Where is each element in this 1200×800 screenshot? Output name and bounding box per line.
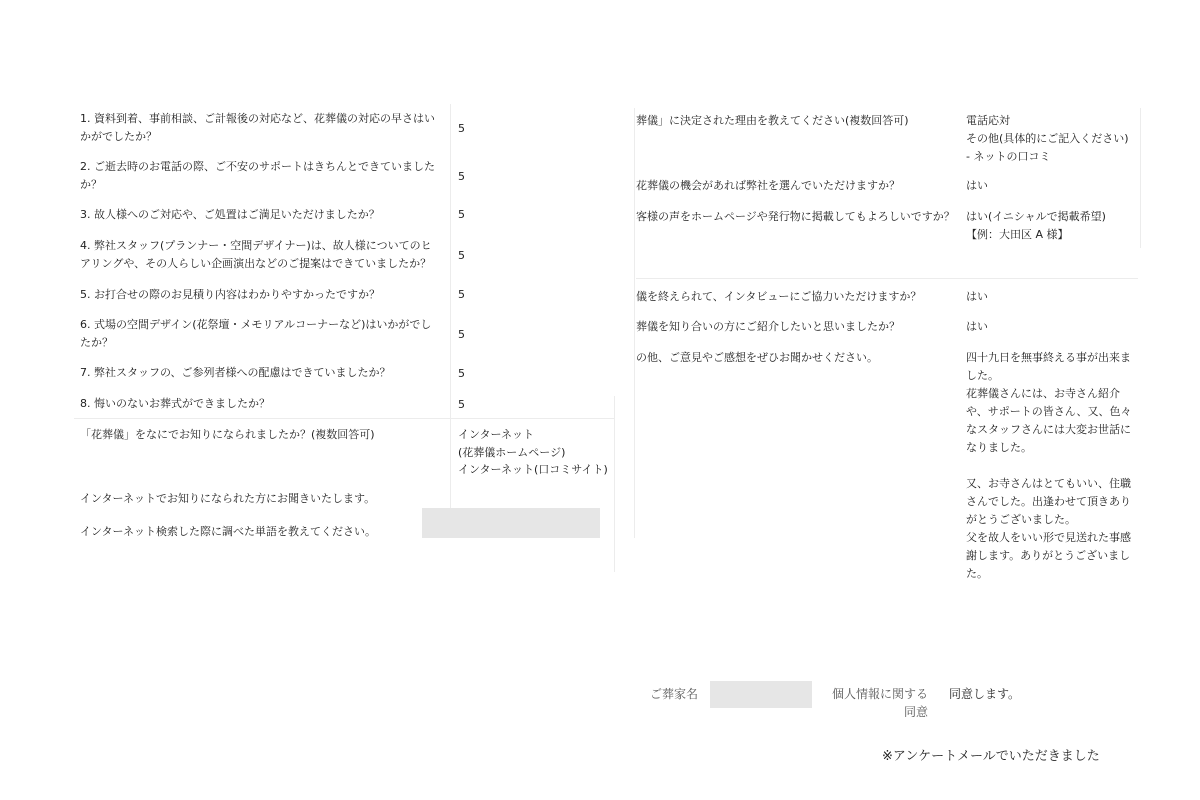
refer-answer: はい: [966, 320, 988, 333]
source-answer-homepage: インターネット (花葬儀ホームページ): [458, 428, 566, 459]
choose-again-question: 花葬儀の機会があれば弊社を選んでいただけますか？: [636, 179, 900, 192]
row-divider: [636, 278, 1138, 279]
answer-4: 5: [458, 249, 465, 262]
question-7: 7. 弊社スタッフの、ご参列者様への配慮はできていましたか？: [80, 366, 391, 379]
column-divider: [1140, 108, 1141, 248]
search-question: インターネット検索した際に調べた単語を教えてください。: [80, 525, 377, 538]
column-divider: [634, 108, 635, 538]
question-6: 6. 式場の空間デザイン(花祭壇・メモリアルコーナーなど)はいかがでしたか？: [80, 318, 432, 349]
publish-answer: はい(イニシャルで掲載希望) 【例：大田区 A 様】: [966, 210, 1106, 241]
family-name-redacted: [710, 681, 812, 708]
publish-question: 客様の声をホームページや発行物に掲載してもよろしいですか？: [636, 210, 955, 223]
opinion-answer: 四十九日を無事終える事が出来ました。 花葬儀さんには、お寺さん紹介や、サポートの皆さん、又、色々なスタッフさんには大変お世話になりました。 又、お寺さんはとてもいい、住職さんでした。出逢わせて頂きありがとうございました。 父を故人をいい形で見送れた事感謝します。ありがとうございました。: [966, 351, 1132, 580]
reason-answer: 電話応対 その他(具体的にご記入ください) - ネットの口コミ: [966, 114, 1129, 163]
question-5: 5. お打合せの際のお見積り内容はわかりやすかったですか？: [80, 288, 380, 301]
question-8: 8. 悔いのないお葬式ができましたか？: [80, 397, 270, 410]
answer-2: 5: [458, 170, 465, 183]
opinion-question: の他、ご意見やご感想をぜひお聞かせください。: [636, 351, 878, 364]
column-divider: [614, 396, 615, 572]
answer-1: 5: [458, 122, 465, 135]
answer-3: 5: [458, 208, 465, 221]
privacy-label: 個人情報に関する 同意: [831, 687, 928, 719]
source-question: 「花葬儀」をなにでお知りになられましたか？(複数回答可): [80, 428, 375, 441]
internet-note: インターネットでお知りになられた方にお聞きいたします。: [80, 492, 376, 505]
question-4: 4. 弊社スタッフ(プランナー・空間デザイナー)は、故人様についてのヒアリングや、その人らしい企画演出などのご提案はできていましたか？: [80, 239, 432, 270]
answer-8: 5: [458, 398, 465, 411]
reason-question: 葬儀」に決定された理由を教えてください(複数回答可): [636, 114, 909, 127]
interview-question: 儀を終えられて、インタビューにご協力いただけますか？: [636, 290, 922, 303]
choose-again-answer: はい: [966, 179, 988, 192]
privacy-value: 同意します。: [949, 687, 1021, 701]
source-answer-review-site: インターネット(口コミサイト): [458, 463, 608, 476]
family-name-label: ご葬家名: [650, 687, 699, 701]
column-divider: [450, 104, 451, 534]
source-note: ※アンケートメールでいただきました: [882, 749, 1100, 764]
answer-6: 5: [458, 328, 465, 341]
row-divider: [74, 418, 614, 419]
answer-5: 5: [458, 288, 465, 301]
search-answer-redacted: [422, 508, 600, 538]
refer-question: 葬儀を知り合いの方にご紹介したいと思いましたか？: [636, 320, 900, 333]
answer-7: 5: [458, 367, 465, 380]
question-1: 1. 資料到着、事前相談、ご計報後の対応など、花葬儀の対応の早さはいかがでしたか？: [80, 112, 435, 143]
question-3: 3. 故人様へのご対応や、ご処置はご満足いただけましたか？: [80, 208, 380, 221]
interview-answer: はい: [966, 290, 988, 303]
question-2: 2. ご逝去時のお電話の際、ご不安のサポートはきちんとできていましたか？: [80, 160, 435, 191]
